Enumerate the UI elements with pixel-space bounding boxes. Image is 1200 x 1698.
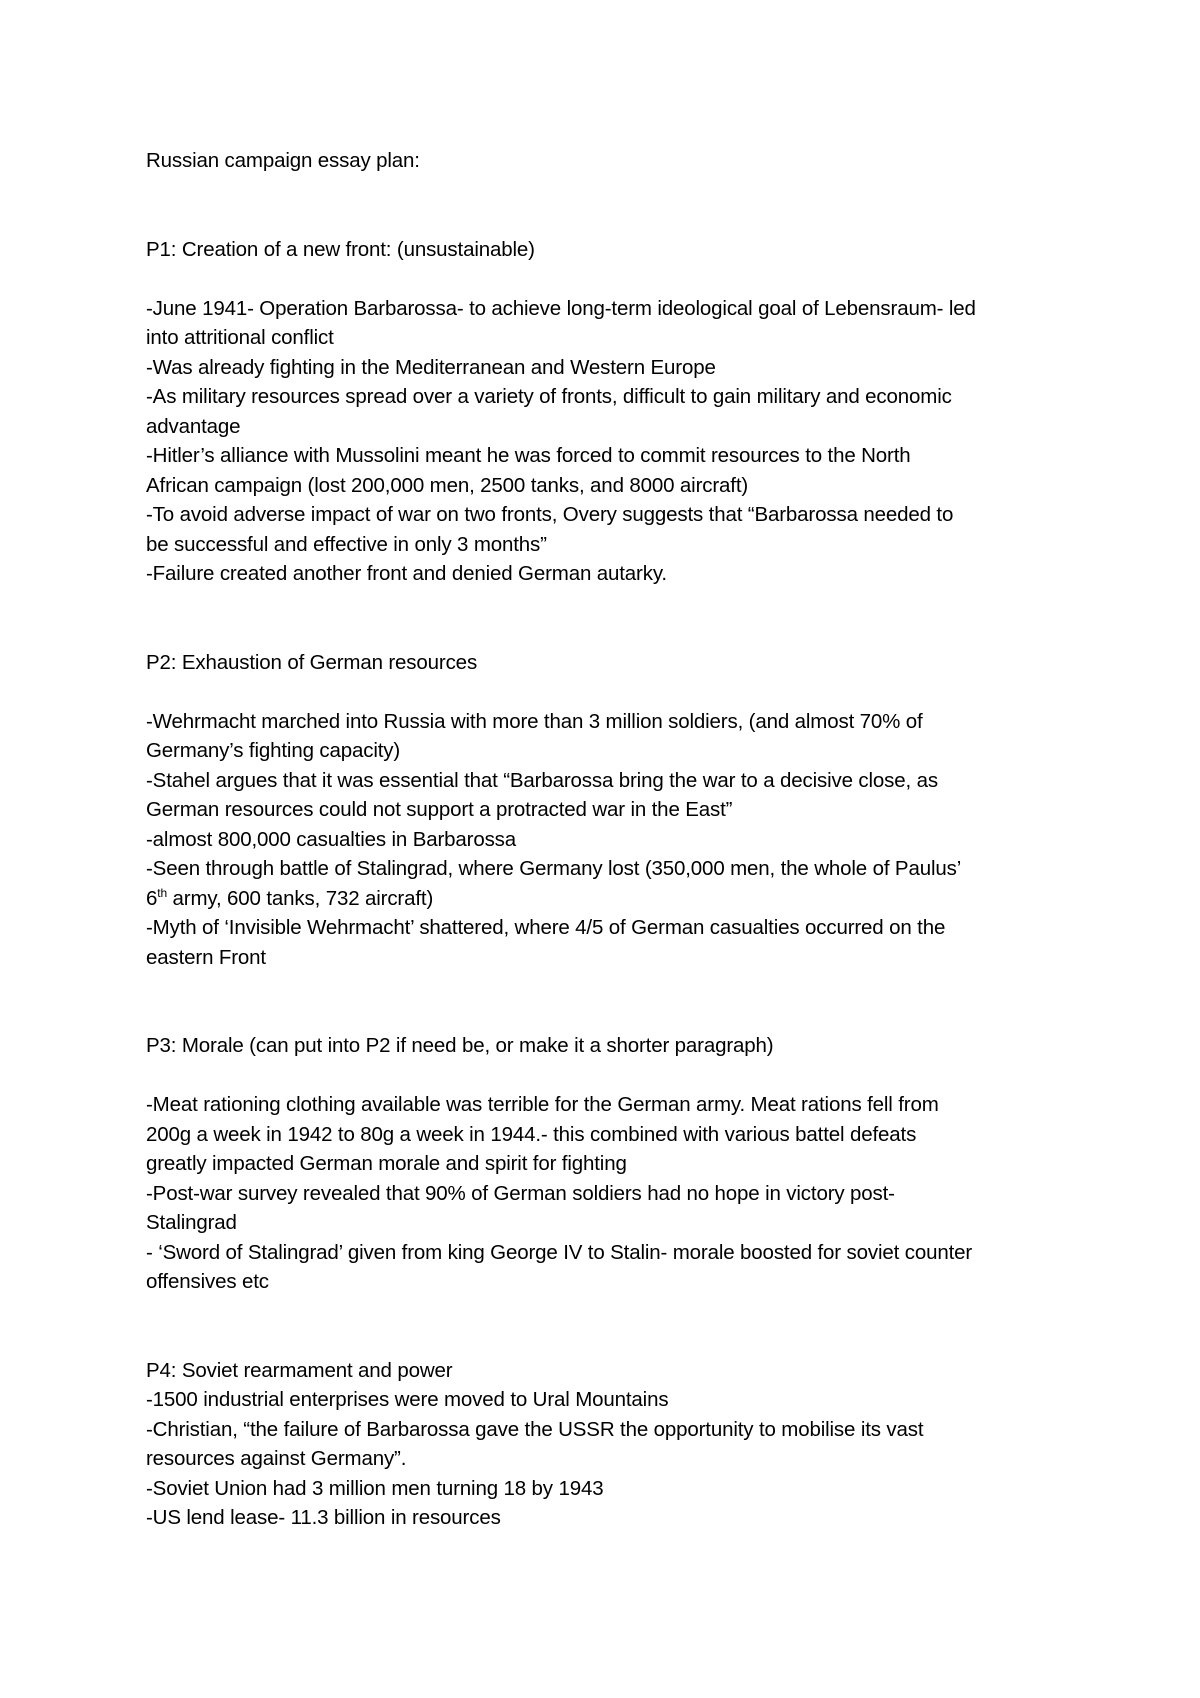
p2-line: German resources could not support a protracted war in the East” — [146, 798, 733, 821]
p3-line: greatly impacted German morale and spirit for fighting — [146, 1152, 627, 1175]
document-page — [146, 146, 1076, 1533]
p1-line: -Failure created another front and denied German autarky. — [146, 562, 667, 585]
p3-line: Stalingrad — [146, 1211, 237, 1234]
p3-line: -Meat rationing clothing available was terrible for the German army. Meat rations fell from — [146, 1093, 939, 1116]
p1-line: -As military resources spread over a variety of fronts, difficult to gain military and economic — [146, 385, 952, 408]
p4-line: -Soviet Union had 3 million men turning 18 by 1943 — [146, 1476, 604, 1500]
p2-line: eastern Front — [146, 945, 266, 969]
p1-line: -June 1941- Operation Barbarossa- to achieve long-term ideological goal of Lebensraum- led — [146, 296, 976, 320]
p1-line: -Hitler’s alliance with Mussolini meant he was forced to commit resources to the North — [146, 444, 911, 467]
p1-line: -To avoid adverse impact of war on two fronts, Overy suggests that “Barbarossa needed to — [146, 503, 954, 526]
p1-line: be successful and effective in only 3 months” — [146, 532, 547, 556]
p3-line: offensives etc — [146, 1270, 269, 1293]
line-text: army, 600 tanks, 732 aircraft) — [166, 886, 434, 910]
p3-line: - ‘Sword of Stalingrad’ given from king George IV to Stalin- morale boosted for soviet counter — [146, 1240, 973, 1264]
p3-heading: P3: Morale (can put into P2 if need be, or make it a shorter paragraph) — [146, 1034, 774, 1057]
p1-line: African campaign (lost 200,000 men, 2500 tanks, and 8000 aircraft) — [146, 473, 749, 497]
p2-line: -Seen through battle of Stalingrad, where Germany lost (350,000 men, the whole of Paulus’ — [146, 857, 962, 880]
superscript-text: th — [157, 885, 167, 900]
p3-line: -Post-war survey revealed that 90% of German soldiers had no hope in victory post- — [146, 1181, 895, 1205]
line-text: 6 — [146, 886, 158, 910]
p1-line: -Was already fighting in the Mediterranean and Western Europe — [146, 355, 716, 379]
p2-line: -Wehrmacht marched into Russia with more than 3 million soldiers, (and almost 70% of — [146, 709, 923, 733]
p1-line: into attritional conflict — [146, 326, 334, 349]
p2-line: -Stahel argues that it was essential that “Barbarossa bring the war to a decisive close, as — [146, 768, 938, 792]
p2-line-superscript — [146, 884, 1076, 914]
p1-line: advantage — [146, 414, 241, 438]
p3-line: 200g a week in 1942 to 80g a week in 1944.- this combined with various battel defeats — [146, 1122, 917, 1146]
p4-heading: P4: Soviet rearmament and power — [146, 1358, 453, 1382]
p1-heading: P1: Creation of a new front: (unsustainable) — [146, 237, 535, 261]
p4-line: -1500 industrial enterprises were moved to Ural Mountains — [146, 1388, 669, 1411]
p2-line: Germany’s fighting capacity) — [146, 739, 401, 762]
p2-line: -Myth of ‘Invisible Wehrmacht’ shattered, where 4/5 of German casualties occurred on the — [146, 916, 946, 939]
p2-line: -almost 800,000 casualties in Barbarossa — [146, 827, 517, 851]
p4-line: resources against Germany”. — [146, 1447, 407, 1470]
document-title: Russian campaign essay plan: — [146, 149, 420, 172]
p2-heading: P2: Exhaustion of German resources — [146, 650, 478, 674]
p4-line: -Christian, “the failure of Barbarossa gave the USSR the opportunity to mobilise its vast — [146, 1417, 924, 1441]
p4-line: -US lend lease- 11.3 billion in resources — [146, 1506, 501, 1529]
